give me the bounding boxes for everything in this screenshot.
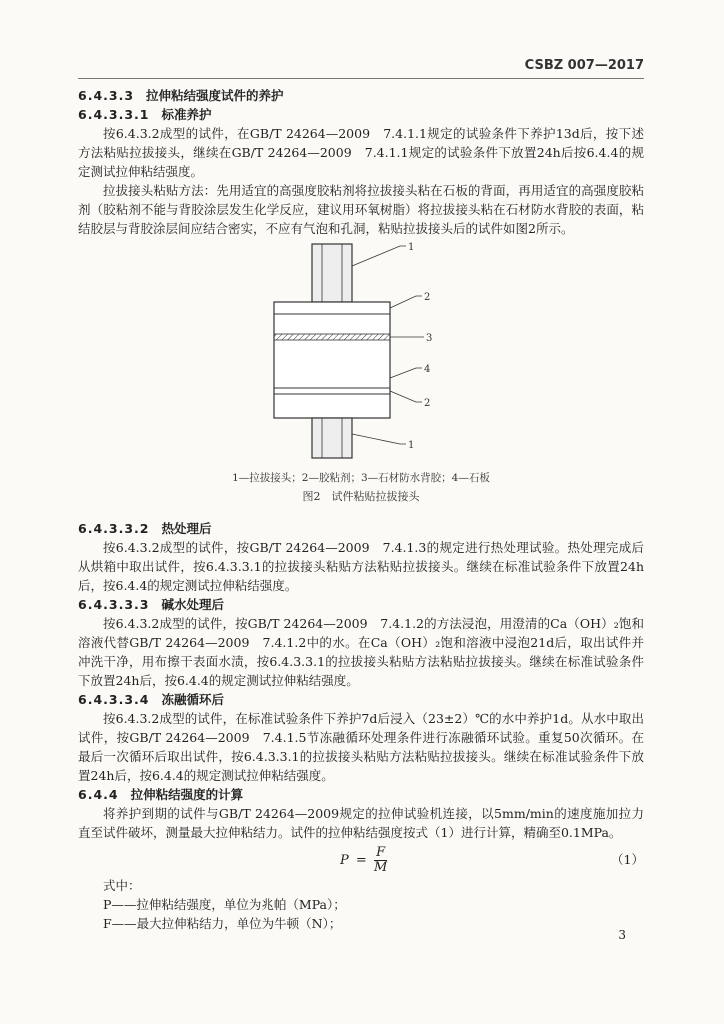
paragraph: 按6.4.3.2成型的试件，在GB/T 24264—2009 7.4.1.1规定的试验条件下养护13d后，按下述方法粘贴拉拔接头，继续在GB/T 24264—2009 7.4.1.1规定的试验条件下放置24h后按6.4.4的规定测试拉伸粘结强度。 (78, 126, 644, 179)
section-number: 6.4.3.3.1 (78, 107, 150, 122)
document-body (78, 86, 644, 933)
waterproof-backing-layer (274, 334, 390, 340)
section-title: 热处理后 (161, 521, 212, 536)
page-number: 3 (618, 928, 626, 942)
section-title: 拉伸粘结强度的计算 (130, 787, 244, 802)
section-number: 6.4.4 (78, 787, 119, 802)
figure-label-2: 2 (424, 292, 431, 303)
formula-number: （1） (611, 852, 644, 867)
formula-fraction (374, 846, 387, 875)
where-intro: 式中： (103, 878, 141, 893)
section-title: 碱水处理后 (161, 597, 224, 612)
section-heading-6-4-3-3-4 (78, 690, 644, 709)
pull-head-top (312, 244, 352, 302)
stone-slab (274, 302, 390, 418)
section-number: 6.4.3.3.3 (78, 597, 150, 612)
formula-definitions (78, 876, 644, 933)
figure-label-1-lower: 1 (408, 440, 415, 451)
paragraph: 按6.4.3.2成型的试件，按GB/T 24264—2009 7.4.1.3的规定进行热处理试验。热处理完成后从烘箱中取出试件，按6.4.3.3.1的拉拔接头粘贴方法粘贴拉拔接头。继续在标准试验条件下放置24h后，按6.4.4的规定测试拉伸粘结强度。 (78, 540, 644, 593)
section-heading-6-4-3-3-2 (78, 519, 644, 538)
section-title: 冻融循环后 (161, 692, 224, 707)
formula-lhs: P (340, 853, 349, 868)
formula-denominator: M (373, 860, 388, 875)
section-number: 6.4.3.3.4 (78, 692, 150, 707)
paragraph: 按6.4.3.2成型的试件，按GB/T 24264—2009 7.4.1.2的方法浸泡，用澄清的Ca（OH）₂饱和溶液代替GB/T 24264—2009 7.4.1.2中的水。在Ca（OH）₂饱和溶液中浸泡21d后，取出试件并冲洗干净，用布擦干表面水渍，按6.4.3.3.1的拉拔接头粘贴方法粘贴拉拔接头。继续在标准试验条件下放置24h后，按6.4.4的规定测试拉伸粘结强度。 (78, 616, 644, 688)
formula-expression (340, 846, 387, 875)
document-code: CSBZ 007—2017 (524, 58, 644, 73)
figure-diagram (78, 238, 644, 470)
figure-legend: 1—拉拔接头；2—胶粘剂；3—石材防水背胶；4—石板 (232, 472, 490, 484)
section-heading-6-4-3-3 (78, 86, 644, 105)
section-heading-6-4-4 (78, 785, 644, 804)
formula-equals: = (355, 853, 367, 868)
pull-head-bottom (312, 418, 352, 458)
section-number: 6.4.3.3.2 (78, 521, 150, 536)
section-title: 标准养护 (161, 107, 212, 122)
formula-1 (78, 842, 644, 876)
figure-label-2-lower: 2 (424, 398, 431, 409)
figure-label-3: 3 (426, 333, 433, 344)
formula-numerator: F (374, 846, 387, 861)
section-number: 6.4.3.3 (78, 88, 135, 103)
figure-2 (78, 238, 644, 470)
figure-label-4: 4 (424, 364, 431, 375)
paragraph: 将养护到期的试件与GB/T 24264—2009规定的拉伸试验机连接，以5mm/min的速度施加拉力直至试件破坏，测量最大拉伸粘结力。试件的拉伸粘结强度按式（1）进行计算，精确至0.1MPa。 (78, 806, 644, 840)
paragraph: 拉拔接头粘贴方法：先用适宜的高强度胶粘剂将拉拔接头粘在石板的背面，再用适宜的高强度胶粘剂（胶粘剂不能与背胶涂层发生化学反应，建议用环氧树脂）将拉拔接头粘在石材防水背胶的表面，粘结胶层与背胶涂层间应结合密实，不应有气泡和孔洞，粘贴拉拔接头后的试件如图2所示。 (78, 183, 644, 236)
definition-f: F——最大拉伸粘结力，单位为牛顿（N）； (103, 916, 342, 931)
definition-p: P——拉伸粘结强度，单位为兆帕（MPa）； (103, 897, 346, 912)
figure-title: 图2 试件粘贴拉拔接头 (302, 490, 420, 503)
header-rule (78, 78, 644, 79)
figure-label-1: 1 (408, 242, 415, 253)
section-heading-6-4-3-3-3 (78, 595, 644, 614)
paragraph: 按6.4.3.2成型的试件，在标准试验条件下养护7d后浸入（23±2）℃的水中养护1d。从水中取出试件，按GB/T 24264—2009 7.4.1.5节冻融循环处理条件进行冻融循环试验。重复50次循环。在最后一次循环后取出试件，按6.4.3.3.1的拉拔接头粘贴方法粘贴拉拔接头。继续在标准试验条件下放置24h后，按6.4.4的规定测试拉伸粘结强度。 (78, 711, 644, 783)
section-title: 拉伸粘结强度试件的养护 (146, 88, 284, 103)
section-heading-6-4-3-3-1 (78, 105, 644, 124)
